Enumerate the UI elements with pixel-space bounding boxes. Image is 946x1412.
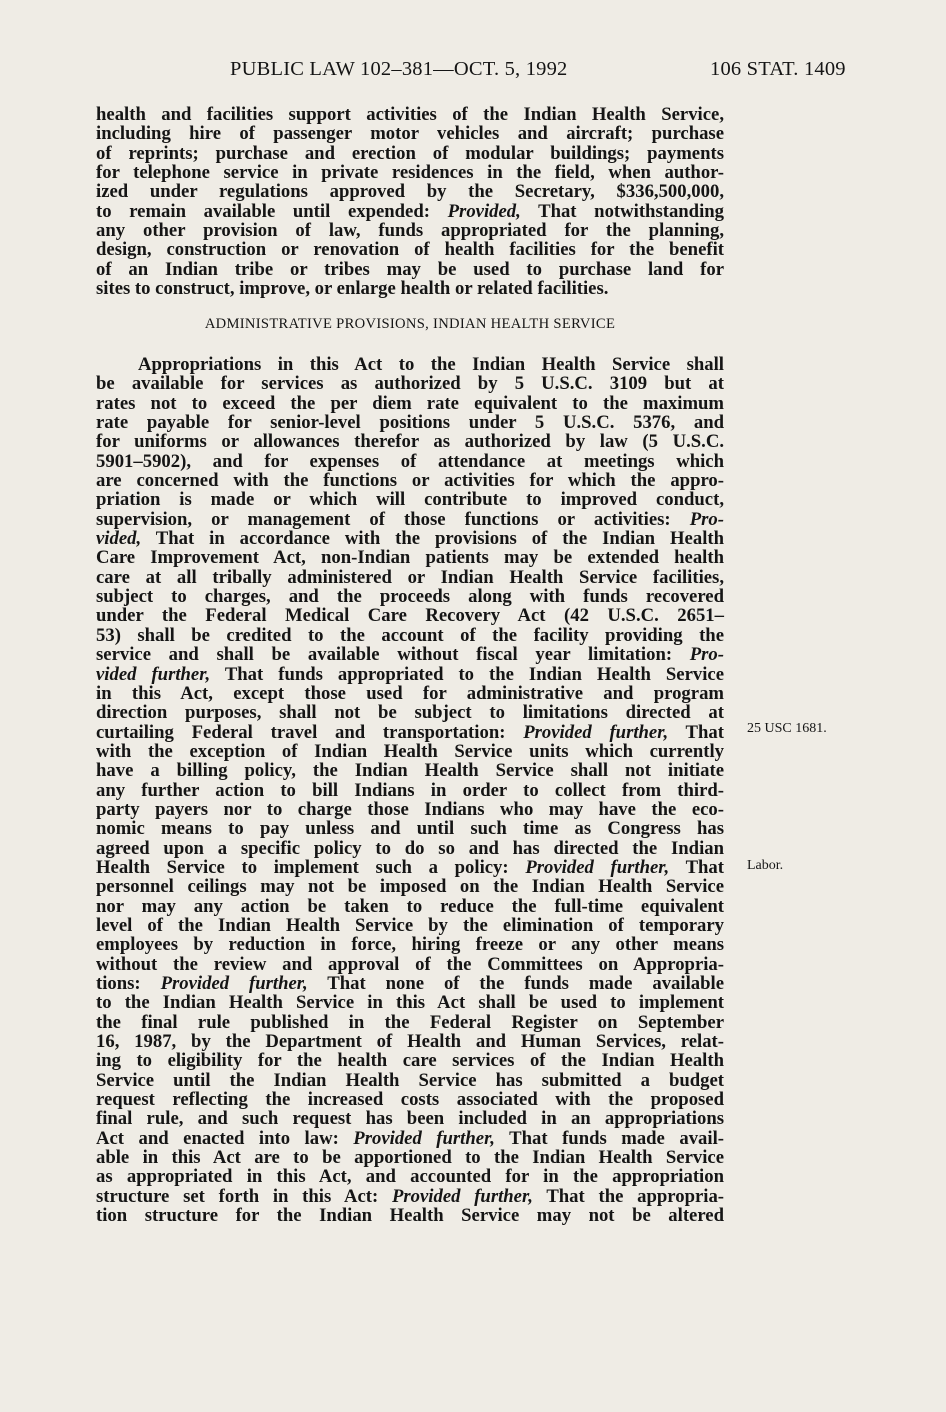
text-line: including hire of passenger motor vehicles and aircraft; purchase <box>96 123 724 145</box>
proviso-emphasis: Pro- <box>689 508 724 530</box>
text-line: rates not to exceed the per diem rate equivalent to the maximum <box>96 392 724 414</box>
text-line: request reflecting the increased costs associated with the proposed <box>96 1089 724 1111</box>
paragraph-health-facilities <box>96 105 724 298</box>
text-line: Appropriations in this Act to the Indian Health Service shall <box>138 354 724 375</box>
text-fragment: That notwithstanding <box>520 200 725 222</box>
text-line <box>96 858 724 877</box>
text-line: without the review and approval of the Committees on Appropria- <box>96 953 724 975</box>
text-line: for telephone service in private residences in the field, when author- <box>96 162 724 184</box>
proviso-emphasis: Provided further, <box>525 856 670 878</box>
section-heading: ADMINISTRATIVE PROVISIONS, INDIAN HEALTH SERVICE <box>204 316 616 332</box>
text-fragment: That funds appropriated to the Indian Health Service <box>210 663 724 685</box>
text-fragment: That none of the funds made available <box>307 973 725 994</box>
text-line: 16, 1987, by the Department of Health and Human Services, relat- <box>96 1031 724 1053</box>
text-line: final rule, and such request has been included in an appropriations <box>96 1108 724 1130</box>
text-line: ized under regulations approved by the Secretary, $336,500,000, <box>96 181 724 203</box>
text-fragment: tions: <box>96 973 161 994</box>
text-line: party payers nor to charge those Indians who may have the eco- <box>96 798 724 820</box>
text-line <box>96 529 724 548</box>
text-fragment: That <box>669 856 725 878</box>
proviso-emphasis: Provided, <box>447 200 521 222</box>
text-fragment: to remain available until expended: <box>96 200 448 222</box>
text-fragment: That the appropria- <box>532 1185 725 1207</box>
page-header <box>0 58 946 88</box>
paragraph-administrative-provisions <box>96 355 724 1225</box>
text-fragment: That funds made avail- <box>494 1127 724 1149</box>
text-line <box>96 1187 724 1206</box>
text-line: personnel ceilings may not be imposed on the Indian Health Service <box>96 876 724 898</box>
text-line <box>96 665 724 684</box>
text-line: as appropriated in this Act, and accounted for in the appropriation <box>96 1166 724 1188</box>
text-line <box>96 202 724 221</box>
text-line: 5901–5902), and for expenses of attendance at meetings which <box>96 450 724 472</box>
text-line: any other provision of law, funds appropriated for the planning, <box>96 220 724 242</box>
text-line: to the Indian Health Service in this Act shall be used to implement <box>96 992 724 1014</box>
text-line <box>96 1129 724 1148</box>
text-line: nor may any action be taken to reduce the full-time equivalent <box>96 895 724 917</box>
proviso-emphasis: Provided further, <box>523 721 669 743</box>
proviso-emphasis: vided, <box>96 528 142 550</box>
text-line: care at all tribally administered or Indian Health Service facilities, <box>96 566 724 588</box>
text-line: direction purposes, shall not be subject to limitations directed at <box>96 702 724 724</box>
proviso-emphasis: Provided further, <box>391 1185 533 1207</box>
text-line: with the exception of Indian Health Service units which currently <box>96 740 724 762</box>
text-line: are concerned with the functions or activities for which the appro- <box>96 470 724 492</box>
text-line <box>96 723 724 742</box>
text-fragment: Act and enacted into law: <box>96 1127 354 1149</box>
text-line: under the Federal Medical Care Recovery Act (42 U.S.C. 2651– <box>96 605 724 627</box>
text-line: have a billing policy, the Indian Health Service shall not initiate <box>96 760 724 782</box>
text-line: rate payable for senior-level positions under 5 U.S.C. 5376, and <box>96 412 724 434</box>
proviso-emphasis: vided further, <box>96 663 211 685</box>
running-head-title: PUBLIC LAW 102–381—OCT. 5, 1992 <box>230 58 568 80</box>
proviso-emphasis: Pro- <box>689 644 724 666</box>
text-line: employees by reduction in force, hiring freeze or any other means <box>96 934 724 956</box>
text-line: health and facilities support activities of the Indian Health Service, <box>96 104 724 125</box>
text-line: agreed upon a specific policy to do so and has directed the Indian <box>96 837 724 859</box>
text-fragment: That <box>668 721 724 743</box>
text-fragment: curtailing Federal travel and transportation: <box>96 721 524 743</box>
text-line: nomic means to pay unless and until such time as Congress has <box>96 818 724 840</box>
text-line: subject to charges, and the proceeds along with funds recovered <box>96 586 724 608</box>
text-line: tion structure for the Indian Health Service may not be altered <box>96 1205 724 1227</box>
text-line: Care Improvement Act, non-Indian patients may be extended health <box>96 547 724 569</box>
text-line: for uniforms or allowances therefor as authorized by law (5 U.S.C. <box>96 431 724 453</box>
text-fragment: service and shall be available without fiscal year limitation: <box>96 644 690 666</box>
text-line: any further action to bill Indians in order to collect from third- <box>96 779 724 801</box>
text-line: Service until the Indian Health Service has submitted a budget <box>96 1069 724 1091</box>
text-line: level of the Indian Health Service by the elimination of temporary <box>96 914 724 936</box>
text-fragment: supervision, or management of those functions or activities: <box>96 508 690 530</box>
text-line: of reprints; purchase and erection of modular buildings; payments <box>96 142 724 164</box>
text-line <box>96 510 724 529</box>
text-line: priation is made or which will contribute to improved conduct, <box>96 489 724 511</box>
text-fragment: That in accordance with the provisions of the Indian Health <box>141 528 724 550</box>
text-line: design, construction or renovation of health facilities for the benefit <box>96 239 724 261</box>
proviso-emphasis: Provided further, <box>353 1127 495 1149</box>
margin-note-usc-citation: 25 USC 1681. <box>747 721 827 736</box>
text-line: 53) shall be credited to the account of the facility providing the <box>96 624 724 646</box>
margin-note-labor: Labor. <box>747 858 784 873</box>
text-line: sites to construct, improve, or enlarge health or related facilities. <box>96 278 609 300</box>
text-line: be available for services as authorized by 5 U.S.C. 3109 but at <box>96 373 724 395</box>
text-fragment: structure set forth in this Act: <box>96 1185 392 1207</box>
text-fragment: Health Service to implement such a policy: <box>96 856 526 878</box>
text-line: the final rule published in the Federal Register on September <box>96 1011 724 1033</box>
text-line: ing to eligibility for the health care services of the Indian Health <box>96 1050 724 1072</box>
text-line: able in this Act are to be apportioned to the Indian Health Service <box>96 1147 724 1169</box>
text-line: of an Indian tribe or tribes may be used to purchase land for <box>96 258 724 280</box>
proviso-emphasis: Provided further, <box>160 973 308 994</box>
text-line <box>96 645 724 664</box>
text-line: in this Act, except those used for administrative and program <box>96 682 724 704</box>
statute-page-number: 106 STAT. 1409 <box>710 58 846 80</box>
text-line <box>96 974 724 993</box>
